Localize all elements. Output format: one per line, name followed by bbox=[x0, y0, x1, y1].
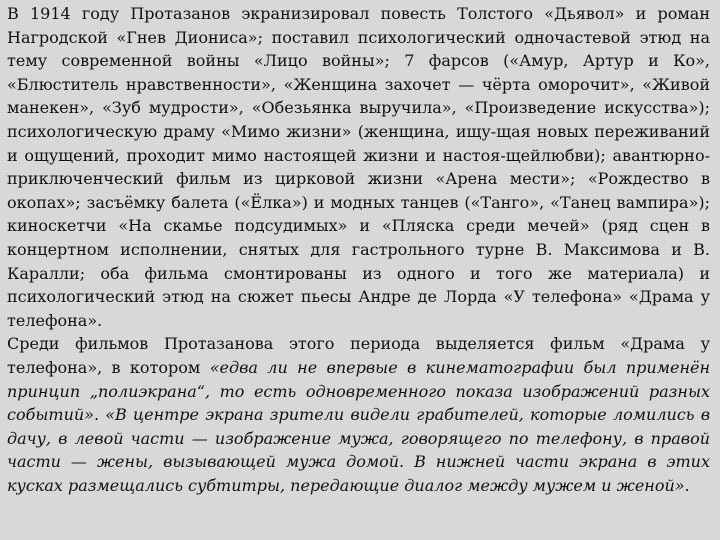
paragraph-protazanov-1914: В 1914 году Протазанов экранизировал повесть Толстого «Дьявол» и роман Нагродской «Гнев Диониса»; поставил психологический одночастевой этюд на тему современной войны «Лицо войны»; 7 фарсов («Амур, Артур и Ко», «Блюститель нравственности», «Женщина захочет — чёрта оморочит», «Живой манекен», «Зуб мудрости», «Обезьянка выручила», «Произведение искусства»); психологическую драму «Мимо жизни» (женщина, ищу-щая новых переживаний и ощущений, проходит мимо настоящей жизни и настоя-щейлюбви); авантюрно-приключенческий фильм из цирковой жизни «Арена мести»; «Рождество в окопах»; засъёмку балета («Ёлка») и модных танцев («Танго», «Танец вампира»); киноскетчи «На скамье подсудимых» и «Пляска среди мечей» (ряд сцен в концертном исполнении, снятых для гастрольного турне В. Максимова и В. Каралли; оба фильма смонтированы из одного и того же материала) и психологический этюд на сюжет пьесы Андре де Лорда «У телефона» «Драма у телефона». bbox=[7, 4, 710, 330]
quote-screen-description: «В центре экрана зрители видели грабителей, которые ломились в дачу, в левой части — изображение мужа, говорящего по телефону, в правой части — жены, вызывающей мужа домой. В нижней части экрана в этих кусках размещались субтитры, передающие диалог между мужем и женой» bbox=[7, 405, 710, 495]
paragraph-text-end: . bbox=[684, 475, 690, 495]
paragraph-text-intro: Среди фильмов Протазанова этого периода выделяется фильм «Драма у телефона», в котором bbox=[7, 334, 710, 377]
quote-polyscreen: «едва ли не впервые в кинематографии был применён принцип „полиэкрана“, то есть одновременного показа изображений разных событий» bbox=[7, 357, 710, 425]
paragraph-drama-u-telefona bbox=[7, 332, 710, 497]
paragraph-text-separator: . bbox=[93, 405, 106, 425]
